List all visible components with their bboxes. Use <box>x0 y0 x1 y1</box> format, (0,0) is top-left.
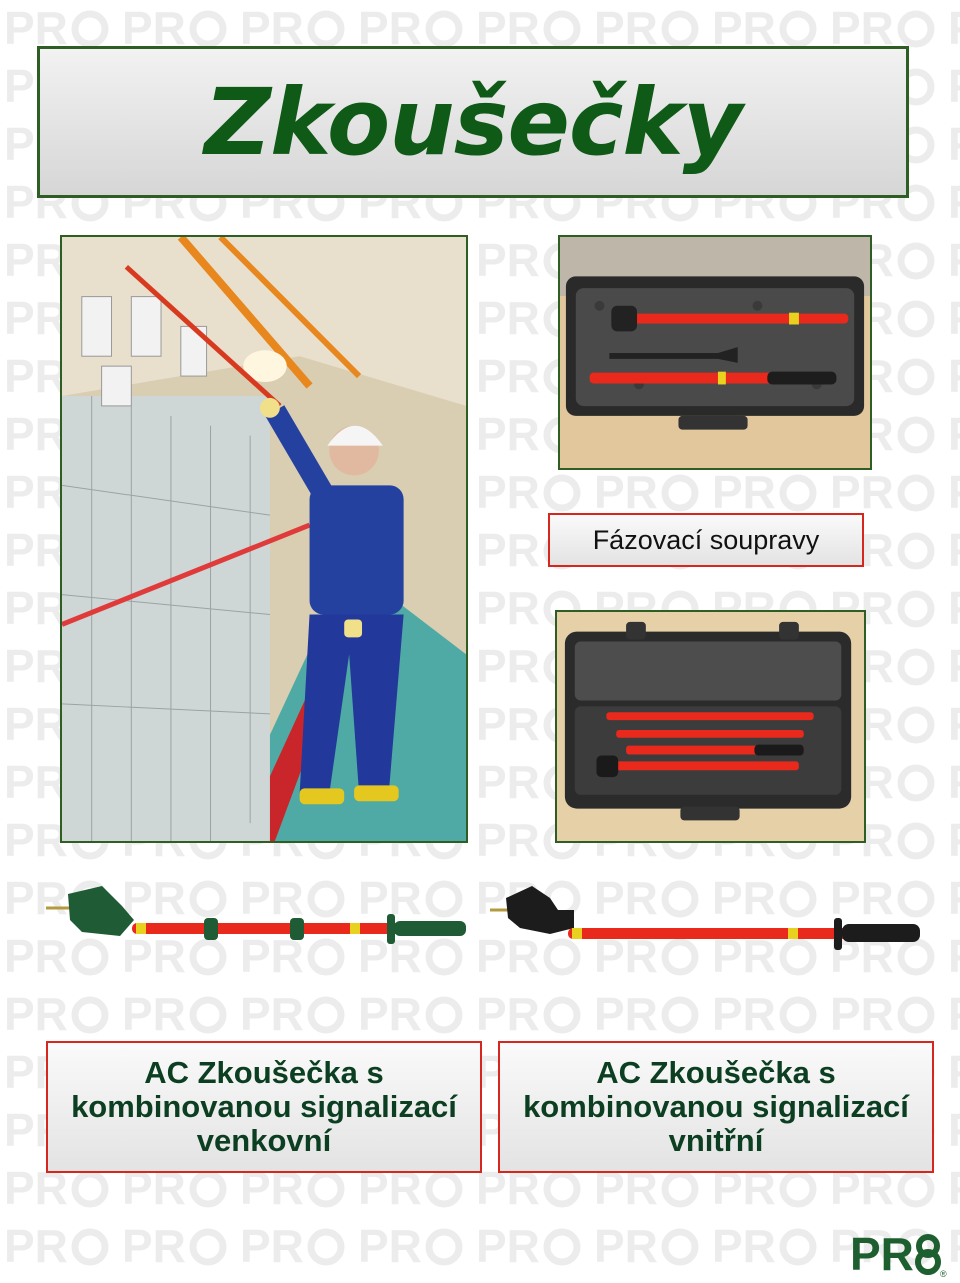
caption-indoor-line3: vnitřní <box>668 1123 764 1158</box>
outdoor-tester-image <box>42 880 472 960</box>
photo-phasing-kit-2 <box>555 610 866 843</box>
caption-indoor-tester <box>498 1041 934 1173</box>
caption-indoor-line1: AC Zkoušečka s <box>596 1055 836 1090</box>
caption-outdoor-line3: venkovní <box>196 1123 332 1158</box>
page-title: Zkoušečky <box>204 68 742 176</box>
photo-phasing-kit-1 <box>558 235 872 470</box>
svg-text:®: ® <box>940 1269 947 1278</box>
caption-outdoor-line2: kombinovanou signalizací <box>71 1089 457 1124</box>
photo-worker-substation <box>60 235 468 843</box>
caption-phasing-kits-text: Fázovací soupravy <box>592 524 820 555</box>
caption-outdoor-line1: AC Zkoušečka s <box>144 1055 384 1090</box>
title-banner <box>37 46 909 198</box>
caption-indoor-line2: kombinovanou signalizací <box>523 1089 909 1124</box>
pr8-logo <box>850 1226 950 1278</box>
caption-phasing-kits <box>548 513 864 567</box>
caption-indoor-text <box>523 1056 909 1158</box>
caption-outdoor-text <box>71 1056 457 1158</box>
caption-outdoor-tester <box>46 1041 482 1173</box>
svg-text:PR: PR <box>850 1228 914 1278</box>
indoor-tester-image <box>488 878 924 962</box>
